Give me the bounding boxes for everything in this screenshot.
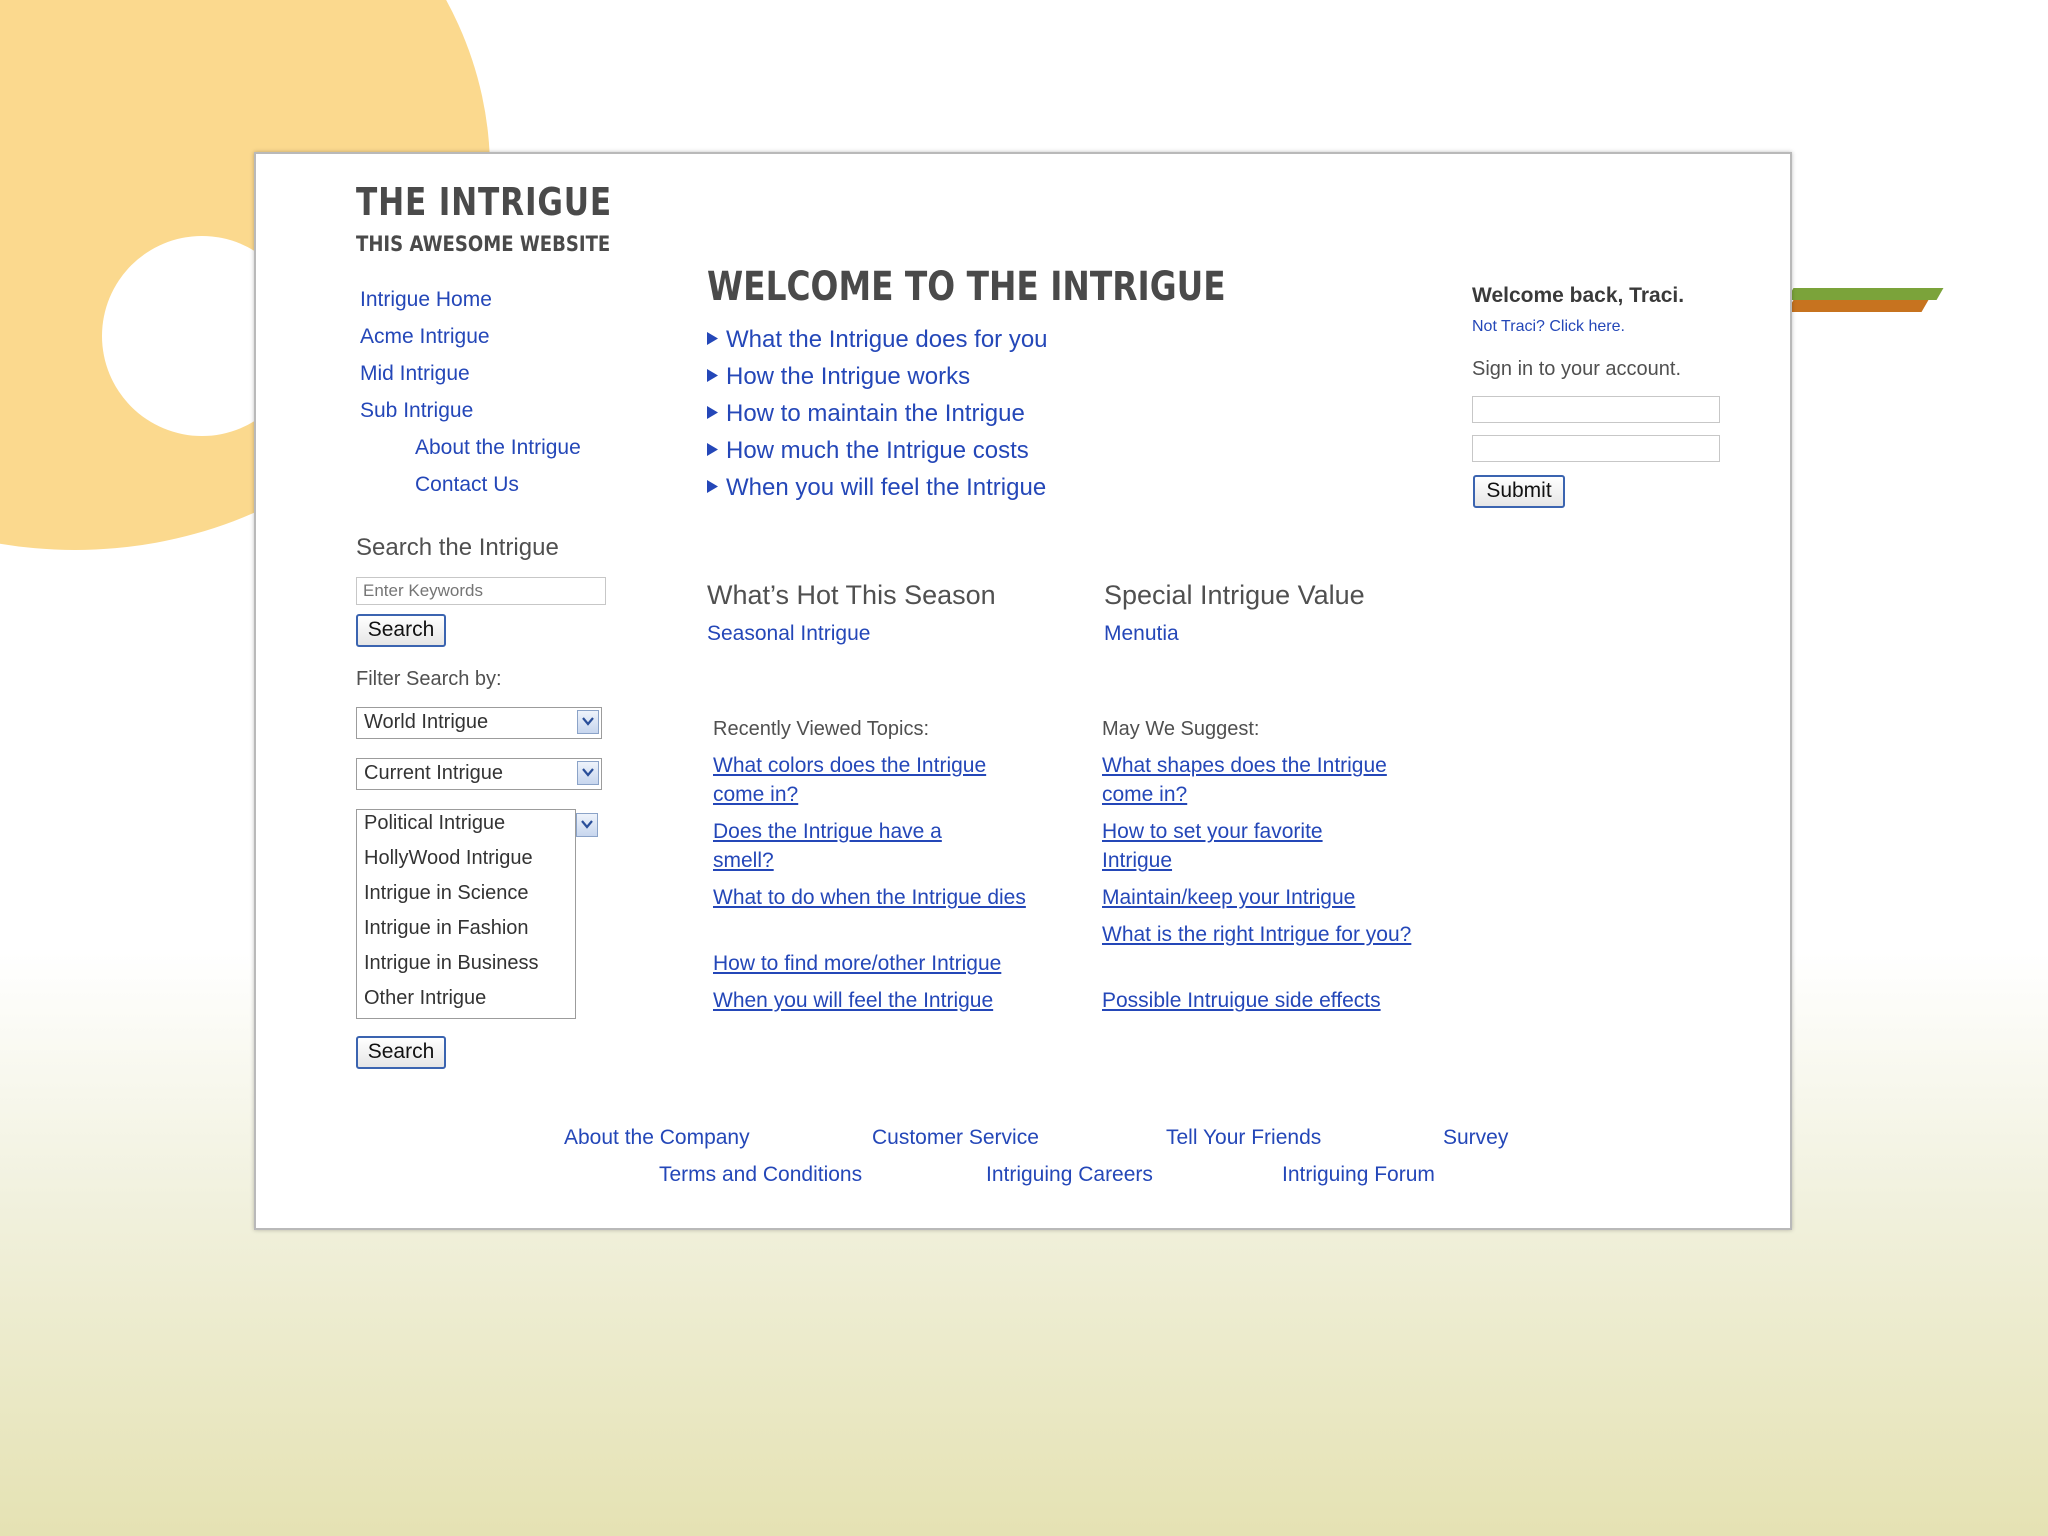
suggestion-link[interactable]: Maintain/keep your Intrigue [1102,886,1356,909]
recent-topics-heading: Recently Viewed Topics: [713,718,930,740]
recent-topic-link[interactable]: What to do when the Intrigue dies [713,886,1026,909]
chevron-down-icon[interactable] [576,813,598,837]
special-value-heading: Special Intrigue Value [1104,580,1365,610]
footer-link-terms[interactable]: Terms and Conditions [659,1163,863,1186]
list-item[interactable]: Intrigue in Business [364,952,539,974]
filter-select-value: World Intrigue [364,711,489,733]
list-item[interactable]: Intrigue in Fashion [364,917,529,939]
keyword-search-input[interactable] [356,577,606,605]
background-decoration-stripe [1787,288,1944,300]
feature-link[interactable] [707,363,970,391]
password-field[interactable] [1472,435,1720,462]
page-title: WELCOME TO THE INTRIGUE [707,264,1226,310]
menutia-link[interactable]: Menutia [1104,622,1179,645]
nav-item-acme-intrigue[interactable]: Acme Intrigue [360,325,490,348]
feature-link-label: What the Intrigue does for you [726,326,1048,353]
background-decoration-stripe [1787,300,1929,312]
filter-select-world[interactable] [356,707,602,739]
triangle-bullet-icon [707,369,718,382]
hot-season-heading: What’s Hot This Season [707,580,996,610]
chevron-down-icon[interactable] [577,710,599,734]
footer-link-forum[interactable]: Intriguing Forum [1282,1163,1435,1186]
nav-item-mid-intrigue[interactable]: Mid Intrigue [360,362,470,385]
sign-in-label: Sign in to your account. [1472,358,1682,380]
suggestion-link[interactable]: How to set your favorite Intrigue [1102,820,1323,872]
feature-link-label: When you will feel the Intrigue [726,474,1047,501]
footer-link-tell-friends[interactable]: Tell Your Friends [1166,1126,1322,1149]
seasonal-intrigue-link[interactable]: Seasonal Intrigue [707,622,871,645]
submit-button[interactable]: Submit [1473,475,1565,508]
footer-link-careers[interactable]: Intriguing Careers [986,1163,1153,1186]
triangle-bullet-icon [707,406,718,419]
not-user-link[interactable]: Not Traci? Click here. [1472,318,1625,335]
list-item[interactable]: Political Intrigue [364,812,506,834]
suggest-heading: May We Suggest: [1102,718,1260,740]
footer-link-survey[interactable]: Survey [1443,1126,1509,1149]
feature-link-label: How the Intrigue works [726,363,971,390]
suggestion-link[interactable]: Possible Intruigue side effects [1102,989,1381,1012]
footer-link-customer-service[interactable]: Customer Service [872,1126,1039,1149]
recent-topic-link[interactable]: How to find more/other Intrigue [713,952,1002,975]
triangle-bullet-icon [707,332,718,345]
triangle-bullet-icon [707,443,718,456]
nav-item-about-the-intrigue[interactable]: About the Intrigue [415,436,581,459]
username-field[interactable] [1472,396,1720,423]
triangle-bullet-icon [707,480,718,493]
nav-item-intrigue-home[interactable]: Intrigue Home [360,288,492,311]
search-heading: Search the Intrigue [356,534,559,561]
footer-link-about-company[interactable]: About the Company [564,1126,750,1149]
site-subtitle: THIS AWESOME WEBSITE [356,232,611,256]
recent-topic-link[interactable]: What colors does the Intrigue come in? [713,754,987,806]
feature-link[interactable] [707,326,1048,354]
search-button[interactable]: Search [356,614,446,647]
filter-label: Filter Search by: [356,668,502,690]
site-title: THE INTRIGUE [356,180,612,224]
nav-item-sub-intrigue[interactable]: Sub Intrigue [360,399,474,422]
list-item[interactable]: HollyWood Intrigue [364,847,533,869]
filter-select-value: Current Intrigue [364,762,503,784]
feature-link[interactable] [707,437,1029,465]
recent-topic-link[interactable]: Does the Intrigue have a smell? [713,820,942,872]
chevron-down-icon[interactable] [577,761,599,785]
list-item[interactable]: Intrigue in Science [364,882,529,904]
welcome-message: Welcome back, Traci. [1472,284,1685,307]
feature-link-label: How to maintain the Intrigue [726,400,1025,427]
suggestion-link[interactable]: What is the right Intrigue for you? [1102,923,1412,946]
recent-topic-link[interactable]: When you will feel the Intrigue [713,989,994,1012]
feature-link[interactable] [707,474,1046,502]
filter-category-list[interactable] [356,809,576,1019]
website-mockup [254,152,1792,1230]
feature-link[interactable] [707,400,1025,428]
suggestion-link[interactable]: What shapes does the Intrigue come in? [1102,754,1387,806]
nav-item-contact-us[interactable]: Contact Us [415,473,519,496]
search-button-secondary[interactable]: Search [356,1036,446,1069]
filter-select-current[interactable] [356,758,602,790]
list-item[interactable]: Other Intrigue [364,987,487,1009]
feature-link-label: How much the Intrigue costs [726,437,1029,464]
